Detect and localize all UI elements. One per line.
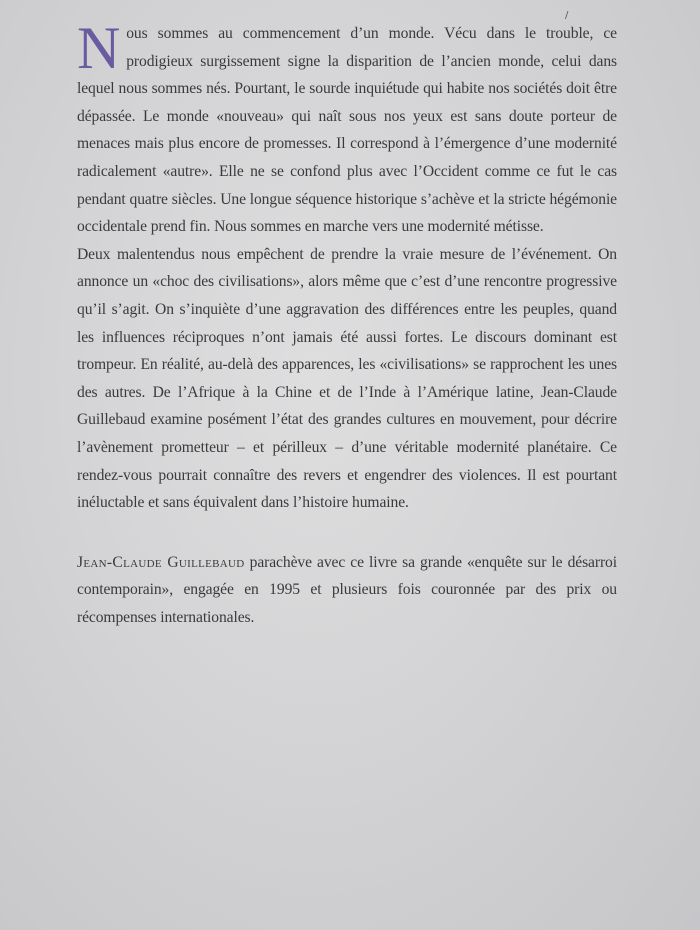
author-bio xyxy=(77,549,617,632)
second-paragraph: Deux malentendus nous empêchent de prendre la vraie mesure de l’événement. On annonce un «choc des civilisations», alors même que c’est d’une rencontre progressive qu’il s’agit. On s’inquiète d’une aggravation des différences entre les peuples, quand les influences réciproques n’ont jamais été aussi fortes. Le discours dominant est trompeur. En réalité, au-delà des apparences, les «civilisations» se rapprochent les unes des autres. De l’Afrique à la Chine et de l’Inde à l’Amérique latine, Jean-Claude Guillebaud examine posément l’état des grandes cultures en mouvement, pour décrire l’avènement prometteur – et périlleux – d’une véritable modernité planétaire. Ce rendez-vous pourrait connaître des revers et engendrer des violences. Il est pourtant inéluctable et sans équivalent dans l’histoire humaine. xyxy=(77,245,617,512)
pen-mark: / xyxy=(565,10,569,21)
back-cover-text xyxy=(77,15,617,631)
intro-paragraph-text: ous sommes au commencement d’un monde. Vécu dans le trouble, ce prodigieux surgissement signe la disparition de l’ancien monde, celui dans lequel nous sommes nés. Pourtant, le sourde inquiétude qui habite nos sociétés doit être dépassée. Le monde «nouveau» qui naît sous nos yeux est sans doute porteur de menaces mais plus encore de promesses. Il correspond à l’émergence d’une modernité radicalement «autre». Elle ne se confond plus avec l’Occident comme ce fut le cas pendant quatre siècles. Une longue séquence historique s’achève et la stricte hégémonie occidentale prend fin. Nous sommes en marche vers une modernité métisse. xyxy=(77,25,617,236)
intro-paragraph xyxy=(77,15,617,241)
drop-cap: N xyxy=(77,15,121,81)
author-bio-text: parachève avec ce livre sa grande «enquête sur le désarroi contemporain», engagée en 1995 et plusieurs fois couronnée par des prix ou récompenses internationales. xyxy=(77,553,617,626)
author-name: Jean-Claude Guillebaud xyxy=(77,553,245,571)
